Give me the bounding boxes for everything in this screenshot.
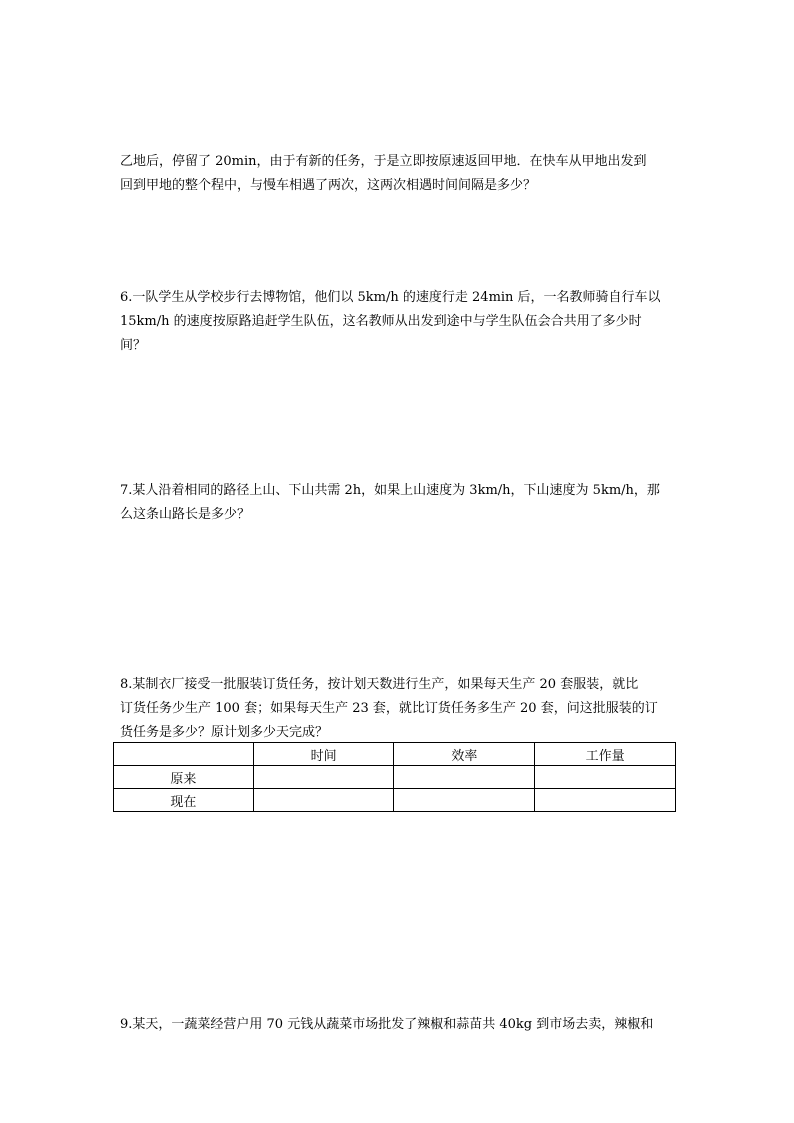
text-line: 么这条山路长是多少？ [120,507,251,522]
question-6 [120,286,680,358]
table-row [114,766,676,789]
text-line: 8.某制衣厂接受一批服装订货任务，按计划天数进行生产，如果每天生产 20 套服装，就比 [120,677,639,692]
table-cell [253,789,394,812]
table-cell [253,766,394,789]
table-header-cell: 工作量 [535,743,676,766]
text-line: 15km/h 的速度按原路追赶学生队伍，这名教师从出发到途中与学生队伍会合共用了多少时 [120,314,642,329]
text-line: 6.一队学生从学校步行去博物馆，他们以 5km/h 的速度行走 24min 后，一名教师骑自行车以 [120,290,661,305]
question-8 [120,673,680,745]
row-label: 原来 [114,766,254,789]
question-5-continuation [120,150,680,198]
row-label: 现在 [114,789,254,812]
text-line: 7.某人沿着相同的路径上山、下山共需 2h，如果上山速度为 3km/h，下山速度为 5km/h，那 [120,483,660,498]
table-header-cell [114,743,254,766]
table-cell [394,789,535,812]
question-9 [120,1013,680,1037]
text-line: 订货任务少生产 100 套；如果每天生产 23 套，就比订货任务多生产 20 套，问这批服装的订 [120,701,658,716]
table-header-row [114,743,676,766]
text-line: 回到甲地的整个程中，与慢车相遇了两次，这两次相遇时间间隔是多少？ [120,178,537,193]
text-line: 9.某天，一蔬菜经营户用 70 元钱从蔬菜市场批发了辣椒和蒜苗共 40kg 到市场去卖，辣椒和 [120,1017,654,1032]
question-7 [120,479,680,527]
text-line: 间？ [120,338,147,353]
text-line: 货任务是多少？原计划多少天完成？ [120,725,329,740]
table-cell [535,766,676,789]
text-line: 乙地后，停留了 20min，由于有新的任务，于是立即按原速返回甲地．在快车从甲地出发到 [120,154,647,169]
table-header-cell: 效率 [394,743,535,766]
table-cell [535,789,676,812]
table-row [114,789,676,812]
work-rate-table [113,742,676,812]
table-cell [394,766,535,789]
table-header-cell: 时间 [253,743,394,766]
